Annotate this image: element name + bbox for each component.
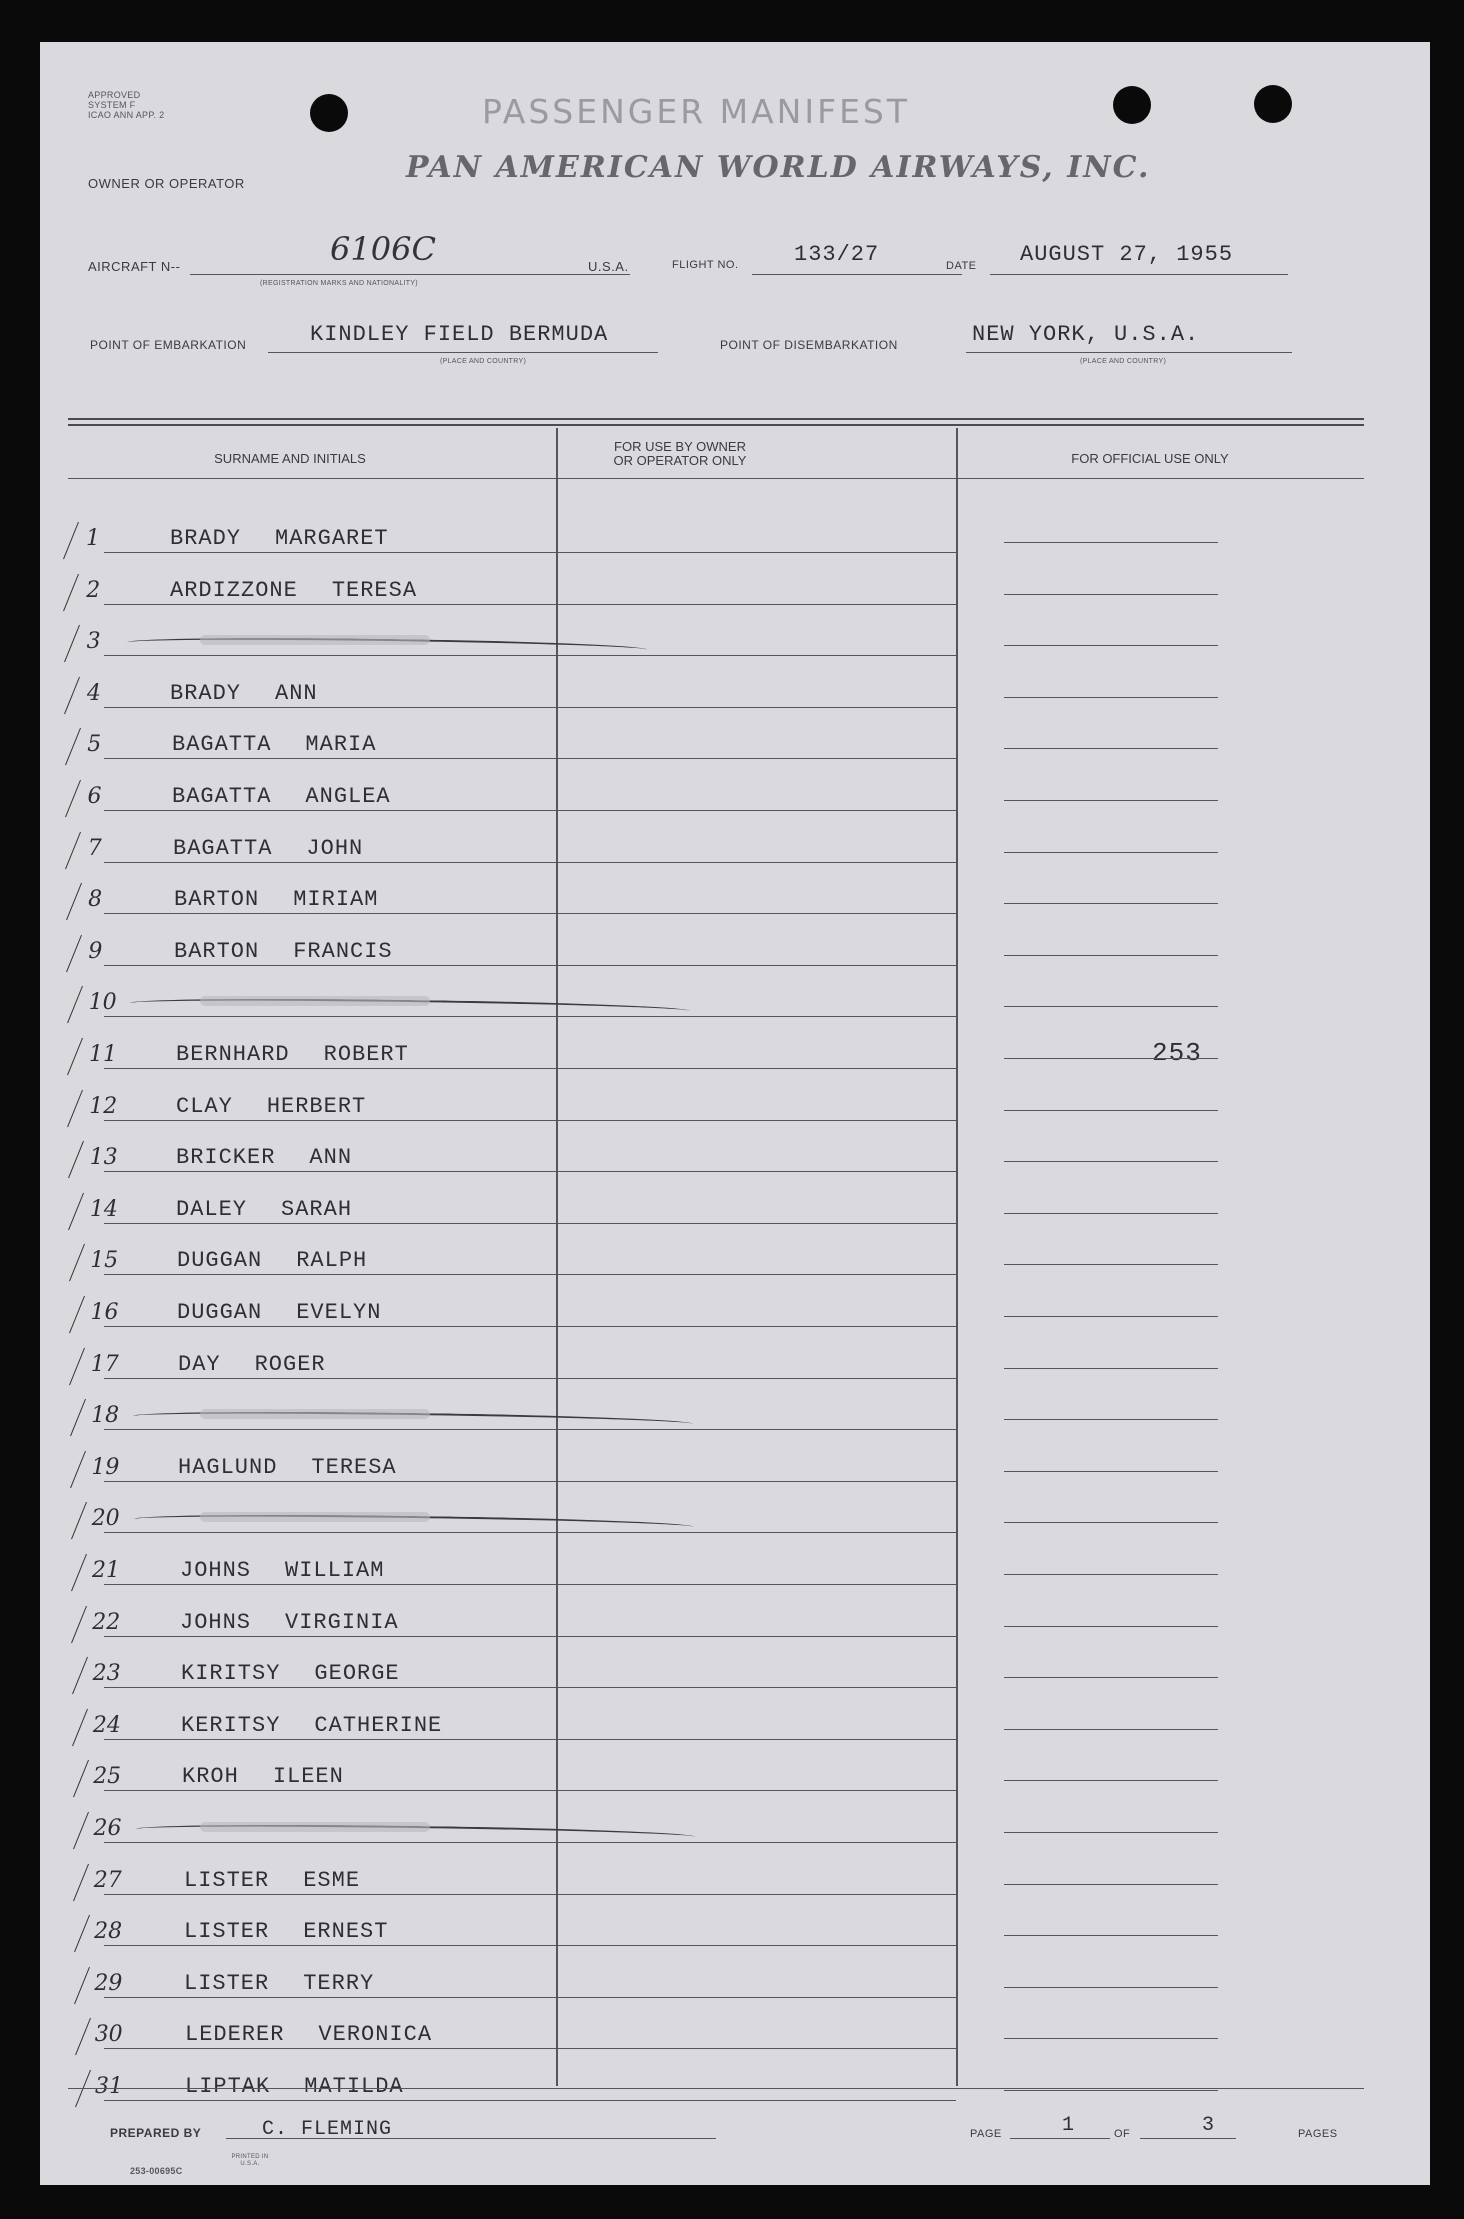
row-rule xyxy=(104,1016,624,1017)
check-mark xyxy=(68,1193,84,1230)
owner-name: PAN AMERICAN WORLD AIRWAYS, INC. xyxy=(406,150,1151,185)
passenger-given-name: ERNEST xyxy=(303,1919,389,1945)
embarkation-label: POINT OF EMBARKATION xyxy=(90,338,247,352)
erased-entry xyxy=(200,996,430,1006)
passenger-name xyxy=(176,1197,352,1222)
prepared-label: PREPARED BY xyxy=(110,2126,202,2140)
passenger-name xyxy=(176,1145,352,1170)
passenger-given-name: HERBERT xyxy=(266,1093,367,1119)
row-rule xyxy=(104,655,624,656)
of-value: 3 xyxy=(1202,2114,1216,2137)
row-rule xyxy=(104,2100,564,2101)
row-number: 27 xyxy=(93,1867,122,1893)
erased-entry xyxy=(200,1822,430,1832)
check-mark xyxy=(64,677,80,714)
row-rule xyxy=(104,1274,564,1275)
check-mark xyxy=(63,573,79,610)
passenger-surname: CLAY xyxy=(176,1093,233,1119)
check-mark xyxy=(75,2018,91,2055)
row-number: 28 xyxy=(94,1919,123,1945)
row-number: 5 xyxy=(87,732,102,758)
usa-label: U.S.A. xyxy=(588,259,629,274)
row-number: 6 xyxy=(87,784,102,809)
row-rule xyxy=(104,1945,564,1946)
passenger-given-name: VERONICA xyxy=(318,2022,433,2048)
check-mark xyxy=(73,1863,89,1900)
passenger-surname: DUGGAN xyxy=(177,1248,263,1274)
passenger-name xyxy=(182,1764,344,1789)
row-rule xyxy=(104,1687,564,1688)
passenger-name xyxy=(170,526,389,551)
check-mark xyxy=(65,728,81,765)
prepared-value: C. FLEMING xyxy=(262,2118,393,2141)
check-mark xyxy=(72,1657,88,1694)
approval-line: APPROVED xyxy=(88,90,141,100)
passenger-given-name: MIRIAM xyxy=(293,887,379,913)
row-rule xyxy=(104,604,564,605)
row-number: 7 xyxy=(87,835,102,861)
flight-label: FLIGHT NO. xyxy=(672,259,739,271)
passenger-name xyxy=(177,1248,367,1273)
row-rule xyxy=(104,758,564,759)
check-mark xyxy=(71,1502,87,1539)
passenger-given-name: ROGER xyxy=(254,1351,326,1377)
embarkation-caption: (PLACE AND COUNTRY) xyxy=(440,358,527,365)
check-mark xyxy=(71,1554,87,1591)
erased-entry xyxy=(200,1409,430,1419)
row-rule xyxy=(104,1532,624,1533)
check-mark xyxy=(70,1451,86,1488)
passenger-given-name: TERRY xyxy=(303,1970,375,1996)
passenger-surname: BRADY xyxy=(170,680,242,706)
row-rule xyxy=(104,1790,564,1791)
check-mark xyxy=(67,1038,83,1075)
column-header-owner-line2: OR OPERATOR ONLY xyxy=(613,453,747,468)
check-mark xyxy=(69,1347,85,1384)
row-number: 3 xyxy=(86,629,101,655)
passenger-given-name: FRANCIS xyxy=(293,938,393,964)
row-rule xyxy=(104,1326,564,1327)
check-mark xyxy=(66,883,82,920)
column-header-owner-line1: FOR USE BY OWNER xyxy=(614,439,746,454)
check-mark xyxy=(66,935,82,972)
row-rule xyxy=(104,1068,564,1069)
passenger-surname: LISTER xyxy=(184,1970,270,1996)
owner-label: OWNER OR OPERATOR xyxy=(88,176,245,191)
passenger-name xyxy=(185,2074,404,2099)
check-mark xyxy=(69,1244,85,1281)
row-rule xyxy=(104,913,564,914)
column-divider xyxy=(956,428,958,2086)
row-rule xyxy=(104,1378,564,1379)
passenger-given-name: EVELYN xyxy=(296,1300,382,1325)
passenger-surname: BARTON xyxy=(174,938,260,964)
date-value: AUGUST 27, 1955 xyxy=(1020,242,1234,267)
passenger-name xyxy=(170,578,417,603)
pages-label: PAGES xyxy=(1298,2128,1338,2140)
passenger-surname: JOHNS xyxy=(180,1558,252,1583)
row-rule xyxy=(104,1997,564,1998)
row-rule xyxy=(104,1171,564,1172)
passenger-name xyxy=(184,1868,360,1893)
passenger-surname: KERITSY xyxy=(181,1712,281,1738)
row-number: 2 xyxy=(86,577,101,603)
passenger-surname: BAGATTA xyxy=(173,835,273,861)
manifest-sheet xyxy=(40,42,1430,2185)
passenger-given-name: VIRGINIA xyxy=(285,1609,399,1635)
page-label: PAGE xyxy=(970,2128,1002,2140)
row-number: 29 xyxy=(94,1970,123,1996)
passenger-surname: ARDIZZONE xyxy=(170,577,298,603)
flight-number: 133/27 xyxy=(794,242,880,267)
passenger-name xyxy=(178,1455,397,1480)
passenger-surname: BARTON xyxy=(174,887,260,913)
passenger-surname: LIPTAK xyxy=(185,2074,271,2099)
column-header-surname: SURNAME AND INITIALS xyxy=(214,451,366,466)
passenger-name xyxy=(177,1300,381,1325)
registration-caption: (REGISTRATION MARKS AND NATIONALITY) xyxy=(260,280,418,287)
passenger-surname: DALEY xyxy=(176,1196,248,1222)
row-number: 21 xyxy=(92,1558,120,1583)
passenger-surname: BERNHARD xyxy=(176,1042,290,1067)
row-number: 25 xyxy=(93,1764,122,1790)
check-mark xyxy=(65,780,81,817)
document-title: PASSENGER MANIFEST xyxy=(482,92,911,131)
row-number: 13 xyxy=(89,1145,118,1171)
passenger-given-name: MATILDA xyxy=(304,2074,404,2099)
passenger-given-name: CATHERINE xyxy=(314,1712,443,1738)
row-number: 23 xyxy=(92,1661,121,1687)
row-rule xyxy=(104,707,564,708)
passenger-given-name: ANGLEA xyxy=(305,784,391,809)
row-number: 1 xyxy=(86,526,100,551)
row-rule xyxy=(104,1120,564,1121)
row-number: 9 xyxy=(88,938,103,964)
passenger-surname: KIRITSY xyxy=(181,1661,281,1687)
passenger-surname: LISTER xyxy=(184,1919,270,1945)
passenger-given-name: TERESA xyxy=(331,577,418,603)
passenger-surname: JOHNS xyxy=(180,1609,252,1635)
date-label: DATE xyxy=(946,260,977,272)
passenger-surname: HAGLUND xyxy=(178,1454,278,1480)
passenger-surname: DUGGAN xyxy=(177,1300,263,1325)
row-number: 10 xyxy=(88,990,117,1016)
passenger-given-name: WILLIAM xyxy=(285,1558,385,1583)
row-number: 19 xyxy=(91,1454,120,1480)
disembarkation-caption: (PLACE AND COUNTRY) xyxy=(1080,358,1167,365)
check-mark xyxy=(72,1709,88,1746)
punch-hole xyxy=(1113,86,1151,124)
punch-hole xyxy=(1254,85,1292,123)
row-number: 26 xyxy=(93,1816,122,1841)
passenger-surname: BAGATTA xyxy=(172,732,272,758)
row-rule xyxy=(104,552,564,553)
row-rule xyxy=(104,2048,564,2049)
passenger-name xyxy=(184,1971,374,1996)
passenger-given-name: SARAH xyxy=(281,1196,353,1222)
passenger-name xyxy=(184,1919,388,1944)
passenger-name xyxy=(176,1042,409,1067)
erased-entry xyxy=(200,1512,430,1522)
row-number: 15 xyxy=(90,1248,119,1274)
erased-entry xyxy=(200,635,430,645)
passenger-name xyxy=(181,1713,442,1738)
row-number: 16 xyxy=(90,1300,119,1325)
passenger-given-name: ANN xyxy=(275,680,318,706)
passenger-given-name: ROBERT xyxy=(323,1042,409,1067)
passenger-name xyxy=(181,1661,400,1686)
passenger-name xyxy=(178,1352,326,1377)
check-mark xyxy=(73,1812,89,1849)
punch-hole xyxy=(310,94,348,132)
aircraft-label: AIRCRAFT N-- xyxy=(88,259,181,274)
passenger-given-name: ESME xyxy=(303,1867,361,1893)
passenger-name xyxy=(180,1558,384,1583)
row-number: 31 xyxy=(95,2074,123,2099)
passenger-given-name: JOHN xyxy=(306,835,364,861)
passenger-name xyxy=(172,784,391,809)
row-rule xyxy=(104,810,564,811)
official-use-value: 253 xyxy=(1152,1038,1202,1068)
column-header-official: FOR OFFICIAL USE ONLY xyxy=(1071,451,1229,466)
check-mark xyxy=(65,831,81,868)
row-number: 17 xyxy=(90,1351,119,1377)
row-number: 18 xyxy=(91,1403,120,1429)
passenger-surname: DAY xyxy=(178,1351,221,1377)
passenger-surname: BRADY xyxy=(170,526,242,551)
row-rule xyxy=(104,1481,564,1482)
check-mark xyxy=(69,1296,85,1333)
disembarkation-value: NEW YORK, U.S.A. xyxy=(972,322,1200,347)
passenger-name xyxy=(176,1094,366,1119)
row-number: 24 xyxy=(92,1712,121,1738)
column-header-owner xyxy=(560,440,800,468)
passenger-surname: LISTER xyxy=(184,1867,270,1893)
passenger-surname: BAGATTA xyxy=(172,784,272,809)
passenger-given-name: TERESA xyxy=(311,1454,397,1480)
passenger-name xyxy=(174,887,378,912)
row-rule xyxy=(104,1584,564,1585)
disembarkation-label: POINT OF DISEMBARKATION xyxy=(720,338,898,352)
passenger-name xyxy=(180,1610,399,1635)
embarkation-value: KINDLEY FIELD BERMUDA xyxy=(310,322,609,347)
check-mark xyxy=(73,1760,89,1797)
row-number: 20 xyxy=(91,1506,120,1532)
row-rule xyxy=(104,1842,624,1843)
aircraft-number: 6106C xyxy=(330,230,436,268)
of-label: OF xyxy=(1114,2128,1131,2140)
printed-stamp: PRINTED IN U.S.A. xyxy=(231,2154,269,2167)
approval-line: SYSTEM F xyxy=(88,100,136,110)
check-mark xyxy=(67,986,83,1023)
check-mark xyxy=(67,1089,83,1126)
passenger-given-name: GEORGE xyxy=(314,1661,400,1687)
row-rule xyxy=(104,1429,624,1430)
row-number: 22 xyxy=(92,1609,121,1635)
passenger-surname: KROH xyxy=(182,1764,239,1790)
row-number: 4 xyxy=(86,680,101,706)
row-rule xyxy=(104,965,564,966)
row-rule xyxy=(104,1223,564,1224)
passenger-given-name: MARIA xyxy=(305,732,377,758)
passenger-given-name: ANN xyxy=(309,1145,353,1171)
row-rule xyxy=(104,1636,564,1637)
passenger-surname: LEDERER xyxy=(185,2022,285,2048)
passenger-name xyxy=(174,939,393,964)
row-rule xyxy=(104,1739,564,1740)
form-number: 253-00695C xyxy=(130,2166,183,2176)
passenger-name xyxy=(170,681,318,706)
approval-line: ICAO ANN APP. 2 xyxy=(88,110,165,120)
passenger-surname: BRICKER xyxy=(176,1145,276,1171)
check-mark xyxy=(64,625,80,662)
check-mark xyxy=(68,1141,84,1178)
check-mark xyxy=(71,1605,87,1642)
check-mark xyxy=(74,1915,90,1952)
row-rule xyxy=(104,862,564,863)
row-number: 8 xyxy=(88,887,103,913)
passenger-name xyxy=(172,732,376,757)
check-mark xyxy=(63,522,79,559)
passenger-name xyxy=(185,2022,432,2047)
passenger-given-name: MARGARET xyxy=(275,526,389,551)
row-number: 14 xyxy=(89,1196,118,1222)
passenger-given-name: RALPH xyxy=(296,1248,368,1274)
page-value: 1 xyxy=(1062,2114,1076,2137)
row-number: 11 xyxy=(89,1042,117,1067)
row-number: 12 xyxy=(89,1093,118,1119)
check-mark xyxy=(70,1399,86,1436)
check-mark xyxy=(74,1967,90,2004)
passenger-name xyxy=(173,836,363,861)
passenger-given-name: ILEEN xyxy=(272,1764,344,1790)
row-rule xyxy=(104,1894,564,1895)
row-number: 30 xyxy=(94,2022,123,2048)
